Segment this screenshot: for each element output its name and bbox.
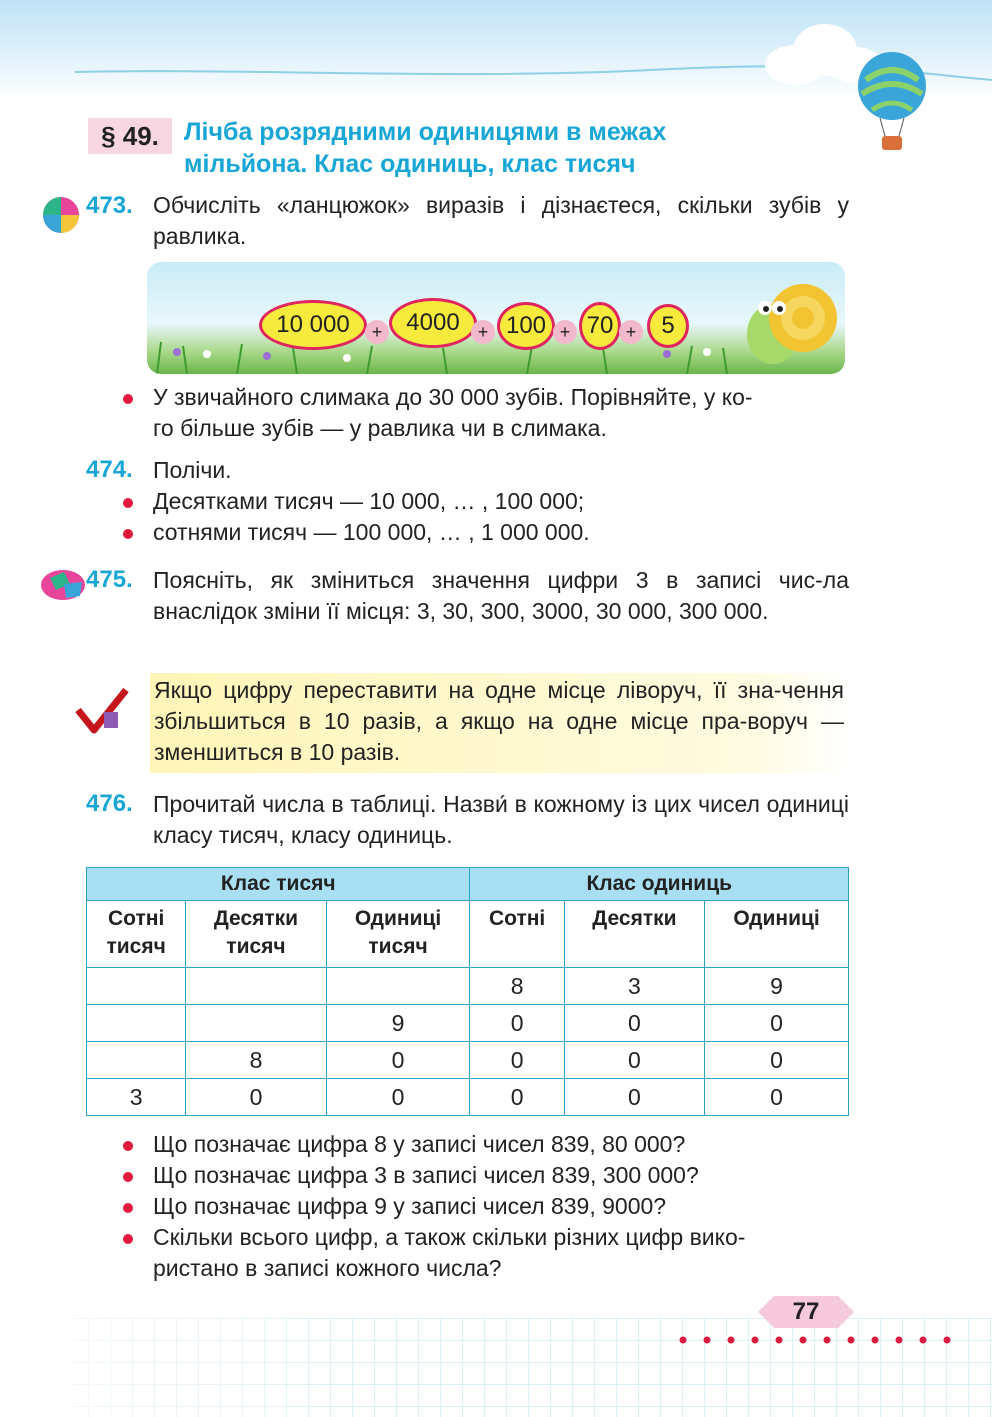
- bullet-dot: [123, 1172, 133, 1182]
- bullet-text: Десятками тисяч — 10 000, … , 100 000;: [153, 488, 585, 514]
- column-header: Сотні: [470, 901, 564, 968]
- bullet-dot: [123, 498, 133, 508]
- bullet-text: го більше зубів — у равлика чи в слимака.: [153, 415, 607, 441]
- column-header: Десятки: [564, 901, 704, 968]
- class-thousands-header: Клас тисяч: [87, 868, 470, 901]
- table-cell: [87, 1005, 186, 1042]
- bullet-dot: [123, 529, 133, 539]
- table-cell: [87, 968, 186, 1005]
- bullet-text: сотнями тисяч — 100 000, … , 1 000 000.: [153, 519, 590, 545]
- bullet-dot: [123, 394, 133, 404]
- table-cell: 0: [564, 1005, 704, 1042]
- bullet-dot: [123, 1141, 133, 1151]
- table-cell: 0: [470, 1079, 564, 1116]
- page-number: [758, 1296, 854, 1328]
- exercise-475-number: 475.: [86, 566, 133, 593]
- place-value-table: [86, 867, 849, 1116]
- plus-sign: +: [365, 320, 389, 344]
- table-row: [87, 1042, 849, 1079]
- chain-illustration: [147, 262, 845, 374]
- chain-value: 5: [647, 304, 689, 348]
- table-cell: 3: [87, 1079, 186, 1116]
- chain-value: 4000: [389, 298, 477, 348]
- class-units-header: Клас одиниць: [470, 868, 849, 901]
- table-cell: 0: [326, 1042, 470, 1079]
- page-number-text: 77: [792, 1298, 820, 1325]
- exercise-476-text: Прочитай числа в таблиці. Назви́ в кожному із цих чисел одиниці класу тисяч, класу одиниць.: [153, 791, 849, 848]
- bullet-dot: [123, 1203, 133, 1213]
- table-cell: 0: [705, 1005, 849, 1042]
- section-badge: § 49.: [88, 118, 172, 154]
- exercise-476-number: 476.: [86, 790, 133, 817]
- balloon-icon: [852, 50, 932, 155]
- table-cell: 8: [186, 1042, 326, 1079]
- table-cell: 0: [470, 1042, 564, 1079]
- column-header: Сотні тисяч: [87, 901, 186, 968]
- exercise-475-text: Поясніть, як зміниться значення цифри 3 в записі чис-ла внаслідок зміни її місця: 3, 30, 300, 3000, 30 000, 300 000.: [153, 567, 849, 624]
- bullet-text: Що позначає цифра 3 в записі чисел 839, 300 000?: [153, 1162, 699, 1188]
- bullet-text: У звичайного слимака до 30 000 зубів. Порівняйте, у ко-: [153, 384, 753, 410]
- table-cell: 0: [326, 1079, 470, 1116]
- table-cell: [186, 968, 326, 1005]
- puzzle-icon: [40, 568, 86, 602]
- exercise-473-text: Обчисліть «ланцюжок» виразів і дізнаєтеся, скільки зубів у равлика.: [153, 192, 849, 249]
- checkmark-icon: [72, 684, 132, 736]
- table-cell: 3: [564, 968, 704, 1005]
- bullet-text: Що позначає цифра 9 у записі чисел 839, 9000?: [153, 1193, 667, 1219]
- table-row: [87, 1079, 849, 1116]
- exercise-473-number: 473.: [86, 192, 133, 219]
- plus-sign: +: [619, 320, 643, 344]
- table-cell: 9: [705, 968, 849, 1005]
- table-cell: 0: [564, 1079, 704, 1116]
- table-cell: 0: [470, 1005, 564, 1042]
- plus-sign: +: [553, 320, 577, 344]
- rule-box: [150, 673, 850, 773]
- chain-value: 10 000: [259, 300, 367, 350]
- grid-paper-decor: [0, 1318, 992, 1417]
- plus-sign: +: [471, 320, 495, 344]
- table-cell: 0: [564, 1042, 704, 1079]
- puzzle-icon: [40, 196, 82, 234]
- table-cell: 9: [326, 1005, 470, 1042]
- bullet-text: ристано в записі кожного числа?: [153, 1255, 502, 1281]
- table-cell: 0: [705, 1079, 849, 1116]
- exercise-474-number: 474.: [86, 456, 133, 483]
- section-title-line-1: Лічба розрядними одиницями в межах: [184, 118, 667, 146]
- chain-value: 70: [579, 302, 621, 350]
- table-cell: [87, 1042, 186, 1079]
- table-cell: [326, 968, 470, 1005]
- exercise-474-text: Полічи.: [153, 457, 232, 483]
- chain-value: 100: [497, 302, 555, 350]
- section-title-line-2: мільйона. Клас одиниць, клас тисяч: [184, 150, 636, 178]
- bullet-text: Скільки всього цифр, а також скільки різних цифр вико-: [153, 1224, 746, 1250]
- column-header: Одиниці тисяч: [326, 901, 470, 968]
- snail-icon: [737, 264, 837, 368]
- bullet-text: Що позначає цифра 8 у записі чисел 839, 80 000?: [153, 1131, 686, 1157]
- section-title: [184, 116, 824, 180]
- bullet-dot: [123, 1234, 133, 1244]
- column-header: Десятки тисяч: [186, 901, 326, 968]
- rule-text: Якщо цифру переставити на одне місце ліворуч, її зна-чення збільшиться в 10 разів, а якщо на одне місце пра-воруч — зменшиться в 10 разів.: [154, 677, 844, 765]
- table-row: [87, 968, 849, 1005]
- table-cell: [186, 1005, 326, 1042]
- table-cell: 8: [470, 968, 564, 1005]
- table-row: [87, 1005, 849, 1042]
- table-cell: 0: [705, 1042, 849, 1079]
- table-cell: 0: [186, 1079, 326, 1116]
- column-header: Одиниці: [705, 901, 849, 968]
